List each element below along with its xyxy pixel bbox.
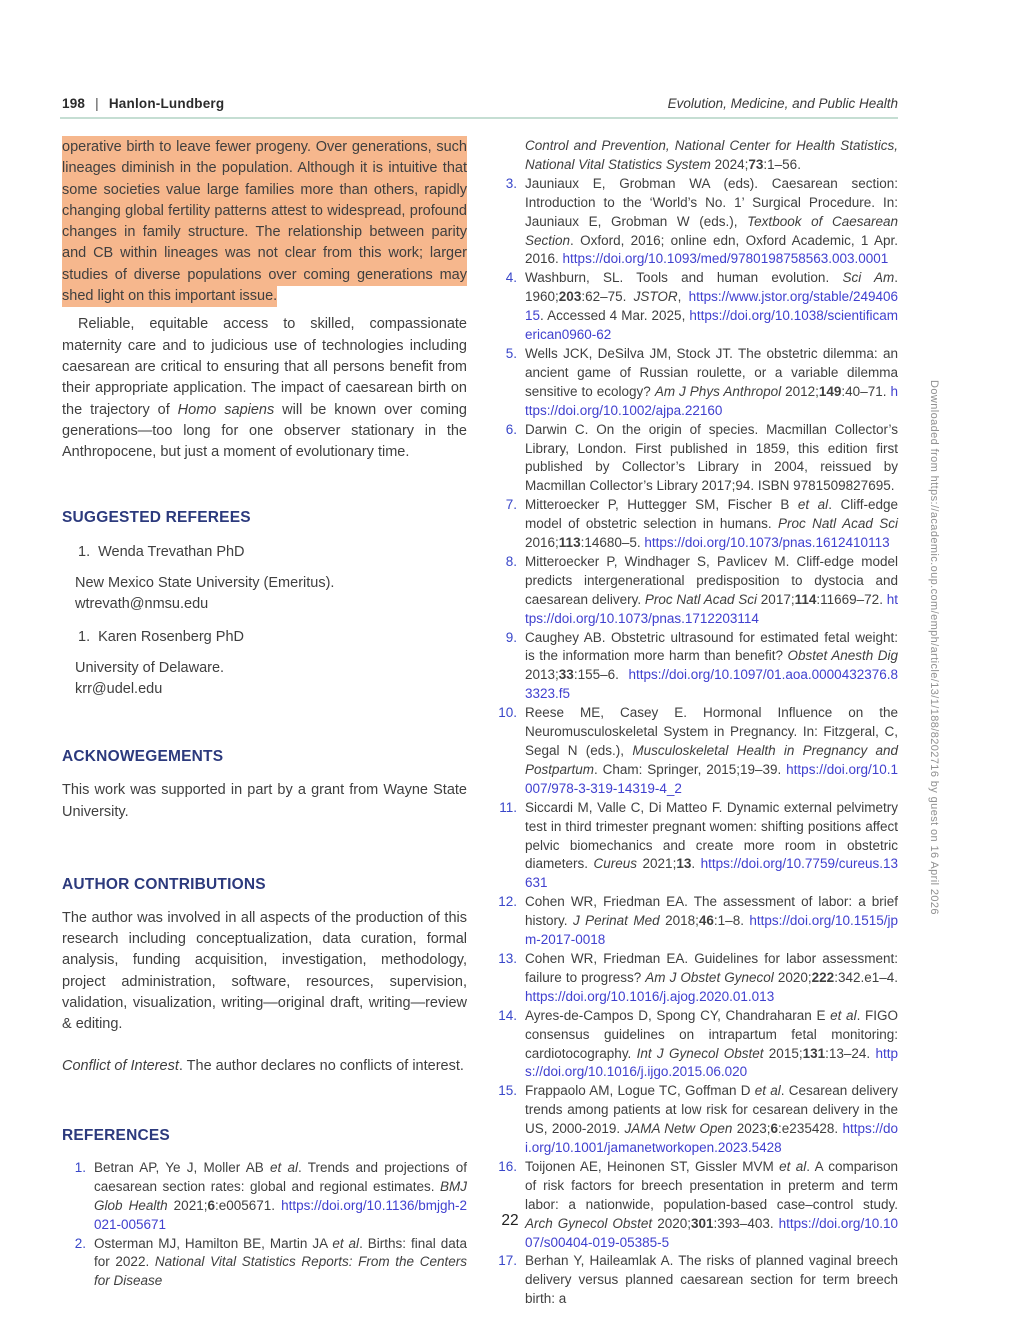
text-segment: Conflict of Interest (62, 1057, 179, 1074)
text-segment: 6 (770, 1121, 779, 1137)
header-rule (60, 117, 898, 119)
text-segment: 33 (558, 667, 574, 683)
text-segment: Cohen WR, Friedman EA. Guidelines for labor assessment: failure to progress? (525, 950, 898, 985)
reference-text (525, 1158, 898, 1253)
doi-link[interactable]: https://doi.org/10.1515/jpm-2017-0018 (525, 913, 899, 948)
text-segment: :e005671. (214, 1197, 282, 1213)
acknowledgements-body: This work was supported in part by a grant from Wayne State University. (62, 782, 467, 820)
conflict-of-interest (62, 1056, 467, 1077)
text-segment: 2021; (637, 856, 677, 872)
text-segment: :1–8. (713, 913, 750, 929)
text-segment: :e235428. (778, 1121, 843, 1137)
text-segment: Ayres-de-Campos D, Spong CY, Chandraharan E (525, 1007, 831, 1023)
doi-link[interactable]: https://doi.org/10.1073/pnas.1612410113 (644, 535, 890, 551)
text-segment: Caughey AB. Obstetric ultrasound for estimated fetal weight: is the information more harm than benefit? (525, 629, 898, 664)
text-segment: J Perinat Med (572, 913, 660, 929)
text-segment: et al (269, 1159, 298, 1175)
text-segment: :342.e1–4. (834, 969, 898, 985)
doi-link[interactable]: https://doi.org/10.1093/med/9780198758563.003.0001 (562, 251, 889, 267)
text-segment: Wells JCK, DeSilva JM, Stock JT. The obstetric dilemma: an ancient game of Russian roulette, or a variable dilemma sensitive to ecology? (525, 345, 898, 399)
referee-email: krr@udel.edu (75, 680, 163, 697)
text-segment: Betran AP, Ye J, Moller AB (94, 1159, 270, 1175)
reference-text (94, 1235, 467, 1292)
reference-text (525, 345, 898, 421)
referee-name-line (62, 542, 467, 563)
reference-number: 2. (74, 1235, 86, 1251)
reference-item (493, 345, 898, 421)
doi-link[interactable]: https://doi.org/10.1007/s00404-019-05385-5 (525, 1215, 898, 1250)
doi-link[interactable]: https://doi.org/10.7759/cureus.13631 (525, 856, 898, 891)
text-segment: et al (754, 1083, 781, 1099)
reference-number: 8. (505, 553, 517, 569)
reference-number: 7. (505, 497, 517, 513)
text-segment: Cureus (593, 856, 638, 872)
reference-text (525, 893, 898, 950)
text-segment: 2023; (732, 1121, 771, 1137)
text-segment: 131 (802, 1045, 826, 1061)
text-segment: . Births: final data for 2022. (94, 1235, 467, 1270)
text-segment: 2013; (525, 667, 559, 683)
doi-link[interactable]: https://doi.org/10.1016/j.ijgo.2015.06.020 (525, 1045, 898, 1080)
doi-link[interactable]: https://www.jstor.org/stable/24940615 (525, 289, 898, 324)
text-segment: 301 (691, 1215, 714, 1231)
text-segment: Osterman MJ, Hamilton BE, Martin JA (94, 1235, 333, 1251)
references-heading: REFERENCES (62, 1126, 170, 1144)
text-segment: Arch Gynecol Obstet (525, 1215, 653, 1231)
running-head-left (62, 96, 224, 111)
text-segment: 2016; (525, 535, 559, 551)
two-column-body (62, 137, 898, 1309)
text-segment: et al (779, 1158, 807, 1174)
text-segment: . Cliff-edge model of obstetric selection in humans. (525, 497, 898, 532)
reference-number: 1. (74, 1159, 86, 1175)
text-segment: JSTOR (633, 289, 678, 305)
text-segment: Sci Am (842, 270, 895, 286)
reference-continuation (525, 137, 898, 175)
text-segment: 2015; (763, 1045, 803, 1061)
reference-number: 12. (498, 894, 517, 910)
reference-text (525, 1082, 898, 1158)
text-segment: et al (332, 1235, 360, 1251)
doi-link[interactable]: https://doi.org/10.1073/pnas.1712203114 (525, 591, 898, 626)
text-segment: National Vital Statistics Reports: From the Centers for Disease (94, 1254, 467, 1289)
text-segment: :13–24. (825, 1045, 876, 1061)
text-segment: et al (797, 497, 829, 513)
text-segment: :40–71. (841, 383, 891, 399)
acknowledgements-heading: ACKNOWEGEMENTS (62, 748, 224, 766)
text-segment: Jauniaux E, Grobman WA (eds). Caesarean section: Introduction to the ‘World’s No. 1’ Surgical Procedure. In: Jauniaux E, Grobman W (eds.), (525, 175, 898, 229)
text-segment: Reese ME, Casey E. Hormonal Influence on the Neuromusculoskeletal System in Pregnancy. In: Fitzgeral, C, Segal N (eds.), (525, 705, 898, 758)
text-segment: 2012; (781, 383, 819, 399)
text-segment: Toijonen AE, Heinonen ST, Gissler MVM (525, 1158, 780, 1174)
reference-text (525, 1252, 898, 1309)
text-segment: . Cham: Springer, 2015;19–39. (594, 761, 787, 777)
reference-text (525, 421, 898, 497)
text-segment: 2020; (773, 969, 812, 985)
text-segment: 114 (794, 591, 817, 607)
reference-number: 11. (499, 799, 517, 815)
reference-number: 15. (498, 1083, 517, 1099)
doi-link[interactable]: https://doi.org/10.1002/ajpa.22160 (525, 383, 898, 418)
text-segment: Proc Natl Acad Sci (644, 591, 758, 607)
reference-text (525, 175, 898, 270)
reference-item (493, 421, 898, 497)
text-segment: Siccardi M, Valle C, Di Matteo F. Dynamic external pelvimetry test in third trimester pregnant women: shifting positions affect pelvic biomechanics and create more room in obstetric diameters. (525, 799, 898, 872)
reference-list-right (493, 175, 898, 1309)
text-segment: Mitteroecker P, Windhager S, Pavlicev M. Cliff-edge model predicts intergenerational predisposition to dystocia and caesarean delivery. (525, 553, 898, 607)
journal-title: Evolution, Medicine, and Public Health (667, 96, 898, 111)
text-segment: 2017; (757, 591, 795, 607)
text-segment: 2018; (659, 913, 699, 929)
text-segment: Mitteroecker P, Huttegger SM, Fischer B (525, 497, 798, 513)
header-page-number: 198 (62, 96, 86, 111)
text-segment: Proc Natl Acad Sci (778, 516, 898, 532)
text-segment: :393–403. (713, 1215, 779, 1231)
referee-affiliation: University of Delaware. (75, 659, 225, 676)
reference-item (493, 496, 898, 553)
page-header (62, 96, 898, 111)
download-watermark: Downloaded from https://academic.oup.com/emph/article/13/1/188/8202716 by guest on 16 April 2026 (928, 380, 940, 915)
referee-name-line (62, 627, 467, 648)
reference-text (525, 950, 898, 1007)
text-segment: Homo sapiens (177, 401, 275, 418)
doi-link[interactable]: https://doi.org/10.1007/978-3-319-14319-4_2 (525, 761, 898, 796)
left-column (62, 137, 467, 1309)
page-number-footer: 22 (501, 1212, 519, 1229)
text-segment: Obstet Anesth Dig (787, 648, 898, 664)
reference-item (493, 1082, 898, 1158)
reference-item (493, 269, 898, 345)
text-segment: Am J Obstet Gynecol (645, 969, 774, 985)
text-segment: . (691, 856, 701, 872)
reference-text (525, 629, 898, 705)
right-column (493, 137, 898, 1309)
text-segment: 2021; (167, 1197, 208, 1213)
text-segment: Berhan Y, Haileamlak A. The risks of planned vaginal breech delivery versus planned caesarean section for term breech birth: a (525, 1253, 898, 1307)
reference-text (525, 704, 898, 799)
reference-number: 3. (505, 175, 517, 191)
text-segment: 149 (818, 383, 842, 399)
text-segment: 6 (207, 1197, 215, 1213)
reference-item (493, 1158, 898, 1253)
doi-link[interactable]: https://doi.org/10.1097/01.aoa.0000432376.83323.f5 (525, 667, 898, 702)
text-segment: . Trends and projections of caesarean section rates: global and regional estimates. (94, 1159, 467, 1194)
reference-item (493, 1007, 898, 1083)
highlighted-paragraph (62, 137, 467, 307)
text-segment: , (677, 289, 689, 305)
text-segment: :11669–72. (816, 591, 887, 607)
text-segment: Darwin C. On the origin of species. Macmillan Collector’s Library, London. First published in 1859, this edition first published by Collector’s Library in 2004, reissued by Macmillan Collector’s Library 2017;94. ISBN 9781509827695. (525, 421, 898, 494)
referee-item (62, 542, 467, 615)
doi-link[interactable]: https://doi.org/10.1038/scientificamerican0960-62 (525, 308, 898, 343)
reference-item (493, 175, 898, 270)
text-segment: Control and Prevention, National Center for Health Statistics, National Vital Statistics System (525, 138, 898, 172)
text-segment: BMJ Glob Health (94, 1178, 467, 1213)
referee-list (62, 542, 467, 700)
text-segment: :155–6. (573, 667, 629, 683)
text-segment: Frappaolo AM, Logue TC, Goffman D (525, 1083, 755, 1099)
reference-text (525, 553, 898, 629)
reference-item (493, 629, 898, 705)
reference-number: 16. (498, 1158, 517, 1174)
reference-item (493, 893, 898, 950)
reference-item (62, 1235, 467, 1292)
text-segment: et al (830, 1007, 857, 1023)
reference-text (525, 269, 898, 345)
reference-item (493, 704, 898, 799)
highlight-span: operative birth to leave fewer progeny. Over generations, such lineages diminish in the population. Although it is intuitive that some societies value large families more than others, rapidly changing global fertility patterns attest to widespread, profound changes in family structure. The relationship between parity and CB within lineages was not clear from this work; larger studies of diverse populations over coming generations may shed light on this important issue. (62, 136, 467, 307)
text-segment: 2024; (710, 156, 749, 172)
text-segment: 222 (811, 969, 835, 985)
reference-number: 17. (498, 1253, 517, 1269)
referee-item (62, 627, 467, 700)
text-segment: . FIGO consensus guidelines on intrapartum fetal monitoring: cardiotocography. (525, 1007, 898, 1061)
text-segment: Washburn, SL. Tools and human evolution. (525, 270, 843, 286)
text-segment: . The author declares no conflicts of interest. (178, 1057, 464, 1074)
referee-email: wtrevath@nmsu.edu (75, 596, 209, 613)
text-segment: 46 (698, 913, 714, 929)
reference-number: 4. (505, 270, 517, 286)
header-separator: | (95, 96, 99, 111)
text-segment: . Cesarean delivery trends among patients at low risk for cesarean delivery in the US, 2000-2019. (525, 1083, 898, 1137)
reference-number: 5. (505, 345, 517, 361)
reference-number: 13. (498, 950, 517, 966)
reference-number: 10. (498, 705, 517, 721)
text-segment: . Oxford, 2016; online edn, Oxford Academic, 1 Apr. 2016. (525, 232, 898, 267)
text-segment: . A comparison of risk factors for breech presentation in preterm and term labor: a nationwide, population-based case–control study. (525, 1158, 898, 1212)
author-contributions-body: The author was involved in all aspects of the production of this research including conceptualization, data curation, formal analysis, funding acquisition, investigation, methodology, project administration, software, resources, supervision, validation, visualization, writing—original draft, writing—review & editing. (62, 909, 467, 1033)
reference-number: 9. (505, 629, 517, 645)
text-segment: 73 (748, 156, 764, 172)
text-segment: 203 (558, 289, 582, 305)
reference-item (493, 950, 898, 1007)
text-segment: . 1960; (525, 270, 898, 305)
reference-text (525, 496, 898, 553)
reference-item (493, 799, 898, 894)
text-segment: Musculoskeletal Health in Pregnancy and Postpartum (525, 743, 899, 777)
referee-number: 1. (78, 629, 91, 646)
text-segment: Textbook of Caesarean Section (525, 213, 899, 248)
referee-affiliation: New Mexico State University (Emeritus). (75, 574, 335, 591)
referee-name: Karen Rosenberg PhD (98, 629, 244, 646)
reference-text (525, 1007, 898, 1083)
referee-name: Wenda Trevathan PhD (98, 544, 245, 561)
text-segment: :14680–5. (580, 535, 645, 551)
text-segment: 113 (558, 535, 581, 551)
doi-link[interactable]: https://doi.org/10.1136/bmjgh-2021-005671 (94, 1197, 467, 1232)
text-segment: :62–75. (581, 289, 634, 305)
text-segment: JAMA Netw Open (624, 1121, 733, 1137)
text-segment: Int J Gynecol Obstet (636, 1045, 764, 1061)
text-segment: 13 (676, 856, 692, 872)
text-segment: Reliable, equitable access to skilled, compassionate maternity care and to judicious use of technologies including caesarean are critical to ensuring that all persons benefit from their appropriate application. The impact of caesarean birth on the trajectory of (62, 316, 467, 418)
text-segment: 2020; (652, 1215, 691, 1231)
closing-paragraph (62, 314, 467, 463)
doi-link[interactable]: https://doi.org/10.1001/jamanetworkopen.2023.5428 (525, 1121, 898, 1156)
reference-number: 14. (498, 1007, 517, 1023)
text-segment: will be known over coming generations—too long for one observer stationary in the Anthropocene, but just a moment of evolutionary time. (62, 401, 467, 461)
suggested-referees-heading: SUGGESTED REFEREES (62, 509, 251, 527)
referee-number: 1. (78, 544, 91, 561)
reference-item (493, 1252, 898, 1309)
reference-number: 6. (505, 421, 517, 437)
doi-link[interactable]: https://doi.org/10.1016/j.ajog.2020.01.013 (525, 988, 775, 1004)
text-segment: Am J Phys Anthropol (654, 383, 782, 399)
running-author: Hanlon-Lundberg (108, 96, 225, 111)
text-segment: . Accessed 4 Mar. 2025, (540, 308, 690, 324)
text-segment: :1–56. (763, 156, 801, 172)
reference-item (493, 553, 898, 629)
text-segment: Cohen WR, Friedman EA. The assessment of labor: a brief history. (525, 894, 898, 929)
author-contributions-heading: AUTHOR CONTRIBUTIONS (62, 875, 266, 893)
reference-text (525, 799, 898, 894)
